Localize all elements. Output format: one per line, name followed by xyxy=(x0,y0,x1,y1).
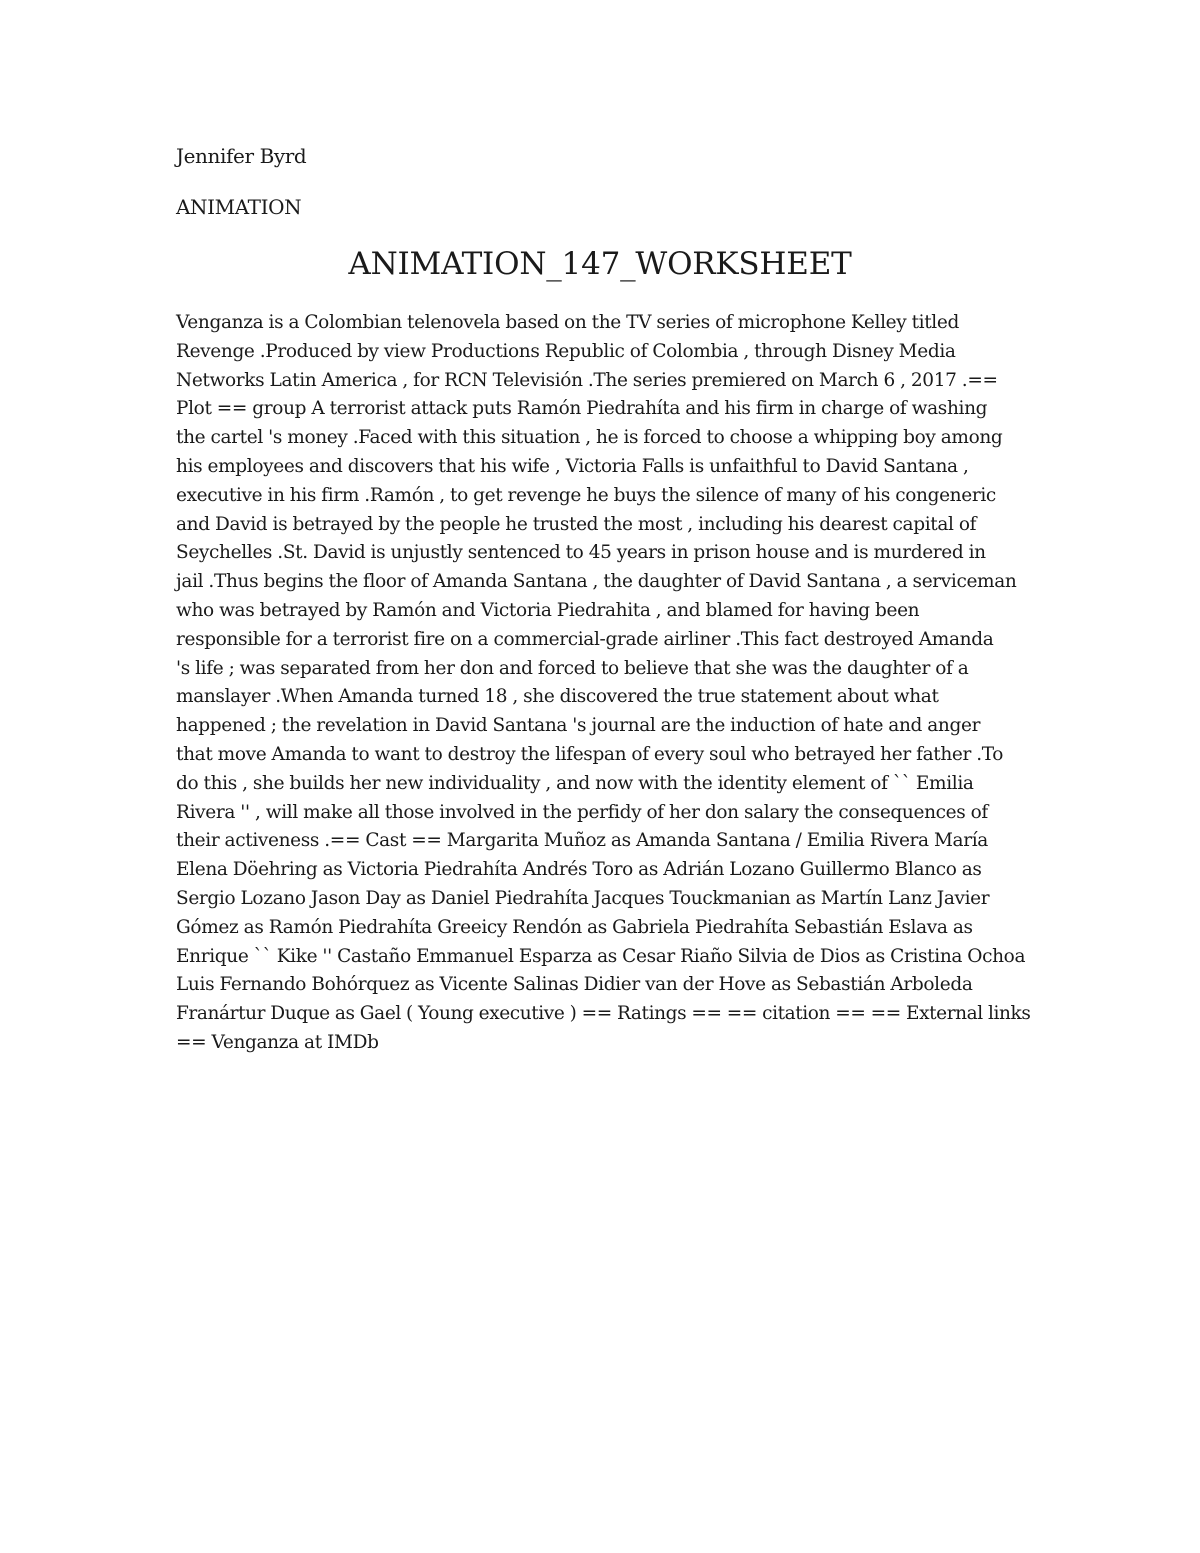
body-line: that move Amanda to want to destroy the lifespan of every soul who betrayed her father .To xyxy=(176,743,1004,765)
document-title: ANIMATION_147_WORKSHEET xyxy=(348,246,852,282)
body-line: and David is betrayed by the people he trusted the most , including his dearest capital of xyxy=(176,513,977,535)
body-line: do this , she builds her new individuality , and now with the identity element of `` Emilia xyxy=(176,772,974,794)
body-line: Luis Fernando Bohórquez as Vicente Salinas Didier van der Hove as Sebastián Arboleda xyxy=(176,974,973,996)
body-line: 's life ; was separated from her don and forced to believe that she was the daughter of a xyxy=(176,657,969,679)
body-line: their activeness .== Cast == Margarita Muñoz as Amanda Santana / Emilia Rivera María xyxy=(176,830,988,852)
body-line: Seychelles .St. David is unjustly sentenced to 45 years in prison house and is murdered in xyxy=(176,542,986,564)
body-line: Elena Döehring as Victoria Piedrahíta Andrés Toro as Adrián Lozano Guillermo Blanco as xyxy=(176,859,982,881)
body-line: Revenge .Produced by view Productions Republic of Colombia , through Disney Media xyxy=(176,340,956,362)
body-line: == Venganza at IMDb xyxy=(176,1031,379,1053)
body-line: Enrique `` Kike '' Castaño Emmanuel Esparza as Cesar Riaño Silvia de Dios as Cristina Ochoa xyxy=(176,945,1026,967)
body-line: his employees and discovers that his wife , Victoria Falls is unfaithful to David Santana , xyxy=(176,455,969,477)
body-line: the cartel 's money .Faced with this situation , he is forced to choose a whipping boy among xyxy=(176,427,1003,449)
body-line: executive in his firm .Ramón , to get revenge he buys the silence of many of his congeneric xyxy=(176,484,996,506)
body-line: Gómez as Ramón Piedrahíta Greeicy Rendón as Gabriela Piedrahíta Sebastián Eslava as xyxy=(176,916,973,938)
author-name: Jennifer Byrd xyxy=(176,144,307,168)
body-line: manslayer .When Amanda turned 18 , she discovered the true statement about what xyxy=(176,686,939,708)
body-paragraph xyxy=(176,309,1031,1058)
body-line: jail .Thus begins the floor of Amanda Santana , the daughter of David Santana , a serviceman xyxy=(176,571,1017,593)
body-line: who was betrayed by Ramón and Victoria Piedrahita , and blamed for having been xyxy=(176,599,920,621)
body-line: Networks Latin America , for RCN Televisión .The series premiered on March 6 , 2017 .== xyxy=(176,369,998,391)
body-line: responsible for a terrorist fire on a commercial-grade airliner .This fact destroyed Amanda xyxy=(176,628,994,650)
course-name: ANIMATION xyxy=(176,195,302,219)
body-line: Venganza is a Colombian telenovela based on the TV series of microphone Kelley titled xyxy=(176,312,959,333)
body-line: Plot == group A terrorist attack puts Ramón Piedrahíta and his firm in charge of washing xyxy=(176,398,988,420)
body-line: Franártur Duque as Gael ( Young executive ) == Ratings == == citation == == External links xyxy=(176,1003,1031,1025)
body-line: Sergio Lozano Jason Day as Daniel Piedrahíta Jacques Touckmanian as Martín Lanz Javier xyxy=(176,887,990,909)
body-line: Rivera '' , will make all those involved in the perfidy of her don salary the consequences of xyxy=(176,801,988,823)
body-line: happened ; the revelation in David Santana 's journal are the induction of hate and anger xyxy=(176,715,981,737)
